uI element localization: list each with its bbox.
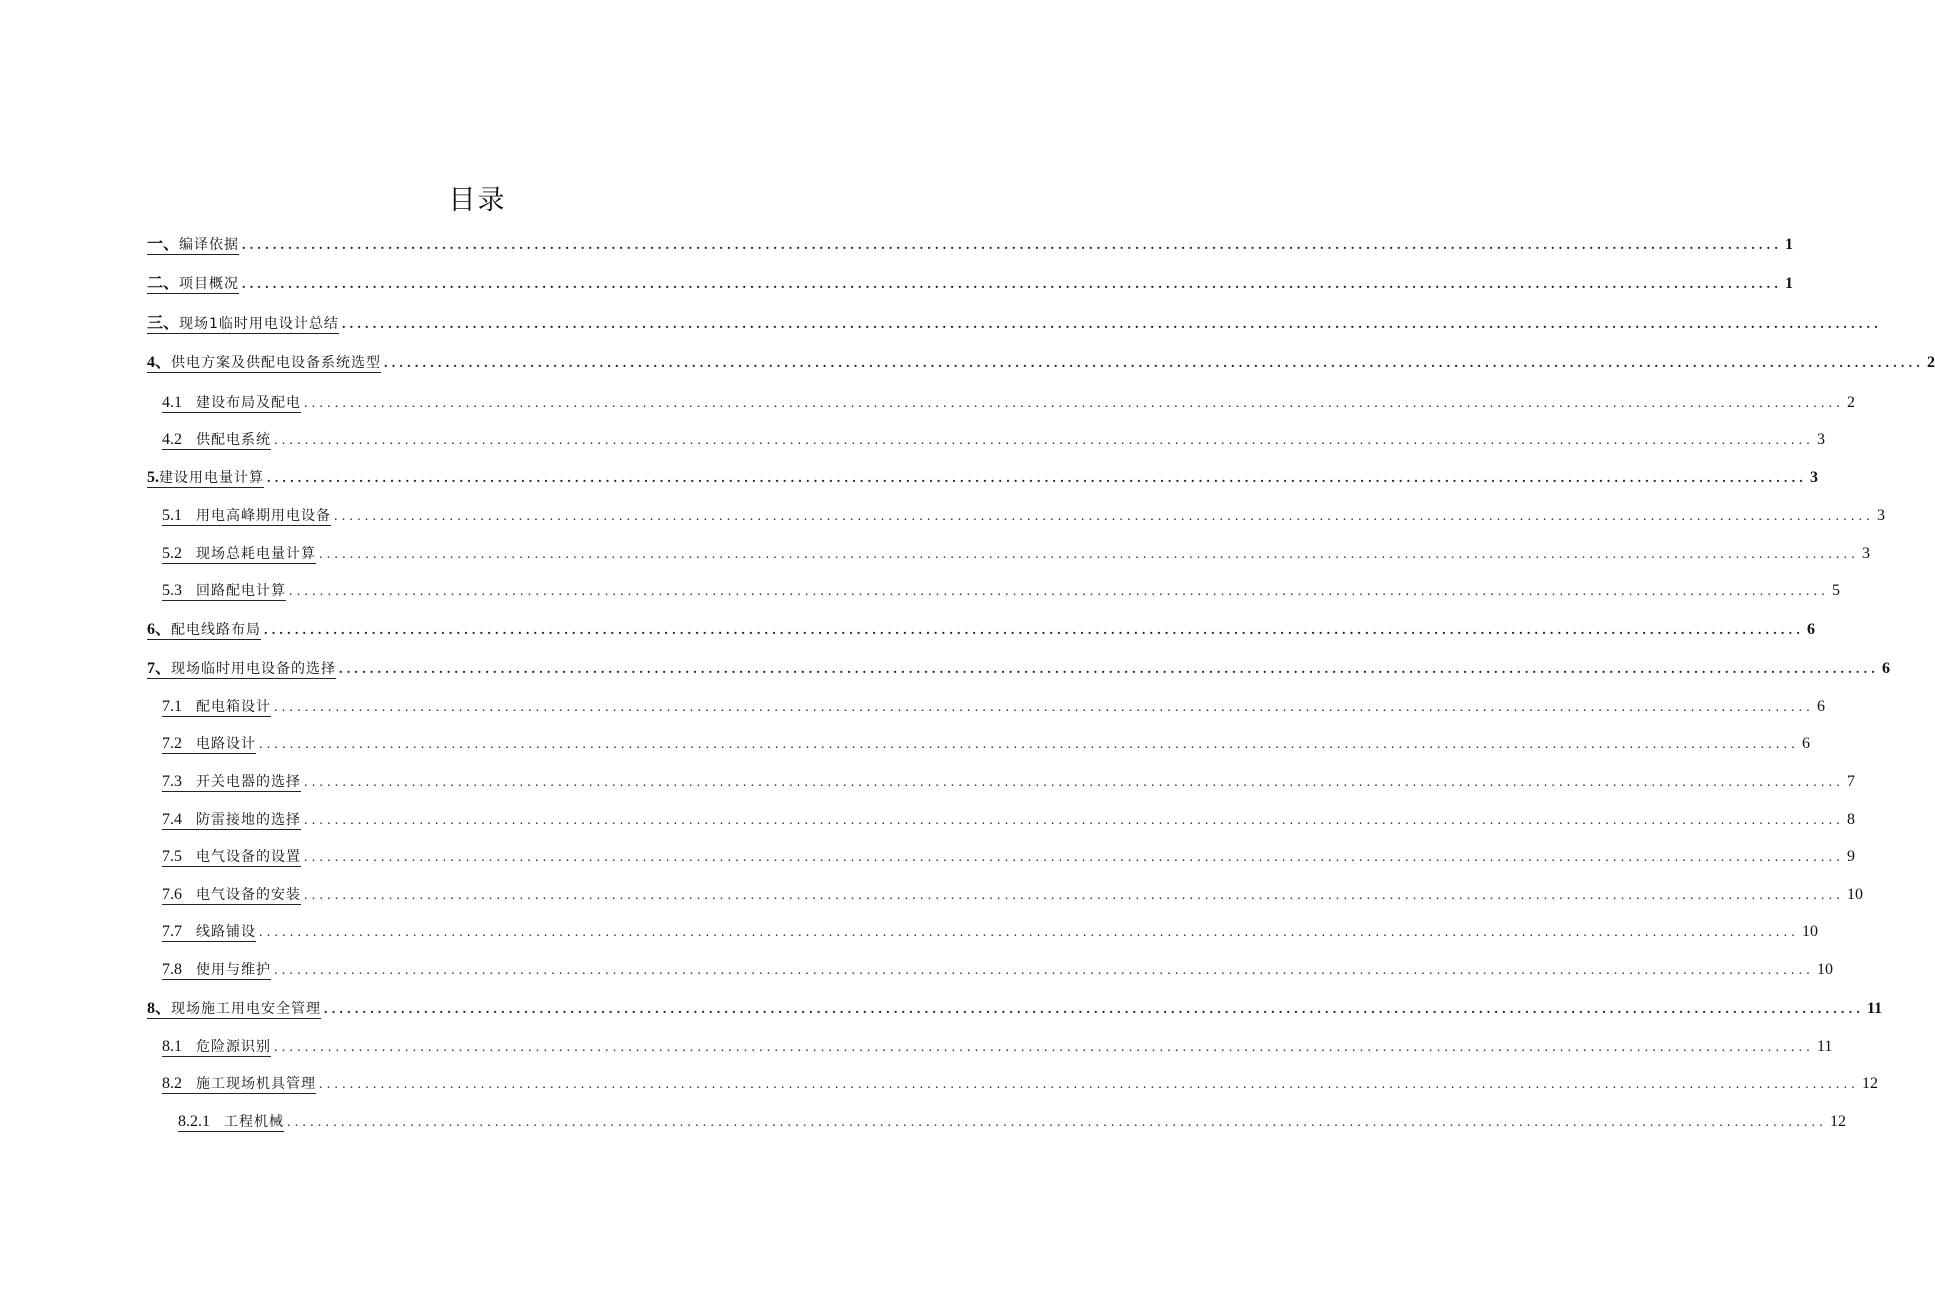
- toc-entry-number: 7.4: [162, 811, 182, 828]
- toc-entry-page-number: 10: [1817, 961, 1833, 978]
- toc-entry-title: 建设用电量计算: [159, 470, 264, 486]
- toc-entry-label[interactable]: [162, 886, 301, 905]
- toc-entry-label[interactable]: [147, 354, 381, 373]
- toc-entry-page-number: 6: [1817, 698, 1825, 715]
- toc-entry-label[interactable]: [147, 469, 264, 488]
- toc-entry[interactable]: [162, 882, 1863, 908]
- toc-entry-label[interactable]: [147, 660, 336, 679]
- toc-entry[interactable]: [162, 731, 1810, 757]
- toc-entry-title: 危险源识别: [196, 1039, 271, 1055]
- toc-entry-title: 现场临时用电设备的选择: [171, 661, 337, 677]
- toc-entry-title: 配电线路布局: [171, 622, 262, 638]
- toc-entry[interactable]: [162, 957, 1833, 983]
- toc-entry[interactable]: [162, 541, 1870, 567]
- toc-entry-number: 8、: [147, 1000, 172, 1017]
- toc-dot-leader: ........................................................................................................................................................................................................: [304, 813, 1844, 828]
- toc-dot-leader: ........................................................................................................................................................................................................: [304, 396, 1844, 411]
- toc-entry-number: 8.2.1: [178, 1113, 210, 1130]
- toc-entry-title: 项目概况: [179, 276, 240, 292]
- toc-entry-label[interactable]: [162, 811, 301, 830]
- toc-entry-number: 5.: [147, 469, 159, 486]
- toc-entry-label[interactable]: [162, 582, 286, 601]
- toc-dot-leader: ........................................................................................................................................................................................................: [324, 1002, 1865, 1017]
- toc-entry-number: 8.2: [162, 1075, 182, 1092]
- toc-entry-label[interactable]: [147, 1000, 321, 1019]
- toc-entry-label[interactable]: [147, 275, 239, 294]
- toc-entry-page-number: 12: [1830, 1113, 1846, 1130]
- toc-entry-page-number: 2: [1847, 394, 1855, 411]
- toc-dot-leader: ........................................................................................................................................................................................................: [289, 584, 1829, 599]
- toc-entry-page-number: 12: [1862, 1075, 1878, 1092]
- toc-entry-label[interactable]: [147, 621, 261, 640]
- toc-entry-page-number: 3: [1817, 431, 1825, 448]
- toc-entry-title: 回路配电计算: [196, 583, 286, 599]
- toc-dot-leader: ........................................................................................................................................................................................................: [319, 547, 1859, 562]
- toc-entry-title: 电路设计: [196, 736, 256, 752]
- toc-entry-title: 工程机械: [224, 1114, 284, 1130]
- toc-dot-leader: ........................................................................................................................................................................................................: [274, 433, 1814, 448]
- toc-entry-page-number: 8: [1847, 811, 1855, 828]
- toc-entry[interactable]: [162, 694, 1825, 720]
- toc-entry-page-number: 3: [1862, 545, 1870, 562]
- toc-entry[interactable]: [162, 427, 1825, 453]
- toc-entry-number: 5.2: [162, 545, 182, 562]
- toc-entry-number: 4.1: [162, 394, 182, 411]
- toc-entry-label[interactable]: [147, 315, 339, 334]
- toc-entry[interactable]: [147, 312, 1882, 338]
- toc-dot-leader: ........................................................................................................................................................................................................: [339, 662, 1880, 677]
- toc-dot-leader: ........................................................................................................................................................................................................: [242, 238, 1783, 253]
- toc-entry[interactable]: [162, 919, 1818, 945]
- toc-entry-number: 一、: [147, 236, 180, 253]
- toc-entry-label[interactable]: [178, 1113, 284, 1132]
- toc-dot-leader: ........................................................................................................................................................................................................: [259, 737, 1799, 752]
- toc-entry[interactable]: [162, 807, 1855, 833]
- toc-dot-leader: ........................................................................................................................................................................................................: [274, 1040, 1814, 1055]
- toc-entry-title: 使用与维护: [196, 962, 271, 978]
- toc-dot-leader: ........................................................................................................................................................................................................: [341, 317, 1882, 332]
- toc-entry[interactable]: [178, 1109, 1846, 1135]
- toc-entry[interactable]: [147, 271, 1794, 297]
- toc-entry-number: 5.1: [162, 507, 182, 524]
- toc-entry-number: 7.2: [162, 735, 182, 752]
- toc-entry[interactable]: [162, 1034, 1833, 1060]
- toc-entry-title: 线路铺设: [196, 924, 256, 940]
- toc-entry-page-number: 10: [1847, 886, 1863, 903]
- toc-entry-title: 现场总耗电量计算: [196, 546, 316, 562]
- toc-entry-number: 8.1: [162, 1038, 182, 1055]
- toc-entry-page-number: 1: [1785, 275, 1794, 292]
- toc-dot-leader: ........................................................................................................................................................................................................: [319, 1077, 1859, 1092]
- toc-entry-page-number: 3: [1810, 469, 1818, 486]
- toc-entry-page-number: 3: [1877, 507, 1885, 524]
- toc-entry-title: 现场施工用电安全管理: [171, 1001, 322, 1017]
- toc-dot-leader: ........................................................................................................................................................................................................: [334, 509, 1874, 524]
- toc-entry-title: 用电高峰期用电设备: [196, 508, 331, 524]
- toc-entry-number: 7.6: [162, 886, 182, 903]
- toc-entry-title: 编译依据: [179, 237, 240, 253]
- toc-entry-label[interactable]: [162, 923, 256, 942]
- toc-entry-number: 4.2: [162, 431, 182, 448]
- toc-entry-number: 二、: [147, 275, 180, 292]
- toc-entry-title: 配电箱设计: [196, 699, 271, 715]
- toc-entry-title: 电气设备的设置: [196, 849, 301, 865]
- toc-entry-page-number: 6: [1802, 735, 1810, 752]
- toc-entry-title: 防雷接地的选择: [196, 812, 301, 828]
- toc-entry[interactable]: [162, 1071, 1878, 1097]
- toc-entry-label[interactable]: [162, 961, 271, 980]
- toc-entry-label[interactable]: [162, 431, 271, 450]
- toc-entry-number: 7、: [147, 660, 172, 677]
- toc-entry[interactable]: [147, 350, 1935, 376]
- toc-entry-page-number: 5: [1832, 582, 1840, 599]
- toc-entry-label[interactable]: [147, 236, 239, 255]
- toc-entry-title: 供电方案及供配电设备系统选型: [171, 355, 382, 371]
- toc-entry-label[interactable]: [162, 698, 271, 717]
- toc-dot-leader: ........................................................................................................................................................................................................: [304, 850, 1844, 865]
- toc-entry-number: 7.1: [162, 698, 182, 715]
- toc-entry-page-number: 9: [1847, 848, 1855, 865]
- toc-entry-page-number: 6: [1882, 660, 1891, 677]
- toc-dot-leader: ........................................................................................................................................................................................................: [304, 775, 1844, 790]
- toc-entry-number: 三、: [147, 315, 180, 332]
- toc-entry-label[interactable]: [162, 773, 301, 792]
- toc-entry-title: 开关电器的选择: [196, 774, 301, 790]
- toc-entry-number: 5.3: [162, 582, 182, 599]
- toc-dot-leader: ........................................................................................................................................................................................................: [264, 623, 1805, 638]
- toc-entry-label[interactable]: [162, 1075, 316, 1094]
- toc-entry-title: 建设布局及配电: [196, 395, 301, 411]
- toc-entry-number: 7.8: [162, 961, 182, 978]
- toc-dot-leader: ........................................................................................................................................................................................................: [259, 925, 1799, 940]
- toc-dot-leader: ........................................................................................................................................................................................................: [274, 700, 1814, 715]
- toc-entry-label[interactable]: [162, 394, 301, 413]
- toc-entry[interactable]: [147, 232, 1794, 258]
- toc-entry[interactable]: [162, 503, 1885, 529]
- toc-entry-label[interactable]: [162, 507, 331, 526]
- toc-entry-page-number: 10: [1802, 923, 1818, 940]
- toc-dot-leader: ........................................................................................................................................................................................................: [304, 888, 1844, 903]
- toc-entry-page-number: 11: [1867, 1000, 1883, 1017]
- toc-entry[interactable]: [147, 996, 1883, 1022]
- toc-entry[interactable]: [147, 617, 1816, 643]
- toc-entry-label[interactable]: [162, 545, 316, 564]
- page-title: 目录: [448, 185, 507, 216]
- toc-entry-number: 7.3: [162, 773, 182, 790]
- toc-entry[interactable]: [162, 769, 1855, 795]
- toc-entry-page-number: 7: [1847, 773, 1855, 790]
- toc-entry-number: 6、: [147, 621, 172, 638]
- toc-entry[interactable]: [147, 656, 1891, 682]
- toc-entry[interactable]: [162, 578, 1840, 604]
- toc-entry-number: 4、: [147, 354, 172, 371]
- toc-entry-label[interactable]: [162, 735, 256, 754]
- toc-entry-page-number: 11: [1817, 1038, 1833, 1055]
- toc-dot-leader: ........................................................................................................................................................................................................: [267, 471, 1807, 486]
- toc-entry-title: 现场1临时用电设计总结: [179, 316, 339, 332]
- toc-entry[interactable]: [147, 465, 1818, 491]
- toc-entry[interactable]: [162, 390, 1855, 416]
- toc-dot-leader: ........................................................................................................................................................................................................: [242, 277, 1783, 292]
- toc-entry-page-number: 2: [1927, 354, 1935, 371]
- toc-entry-page-number: 6: [1807, 621, 1816, 638]
- toc-entry-title: 施工现场机具管理: [196, 1076, 316, 1092]
- toc-entry-number: 7.5: [162, 848, 182, 865]
- toc-entry-label[interactable]: [162, 848, 301, 867]
- toc-entry[interactable]: [162, 844, 1855, 870]
- toc-dot-leader: ........................................................................................................................................................................................................: [384, 356, 1925, 371]
- toc-dot-leader: ........................................................................................................................................................................................................: [274, 963, 1814, 978]
- toc-entry-label[interactable]: [162, 1038, 271, 1057]
- toc-dot-leader: ........................................................................................................................................................................................................: [287, 1115, 1827, 1130]
- toc-entry-title: 电气设备的安装: [196, 887, 301, 903]
- toc-entry-page-number: 1: [1785, 236, 1794, 253]
- toc-entry-number: 7.7: [162, 923, 182, 940]
- toc-entry-title: 供配电系统: [196, 432, 271, 448]
